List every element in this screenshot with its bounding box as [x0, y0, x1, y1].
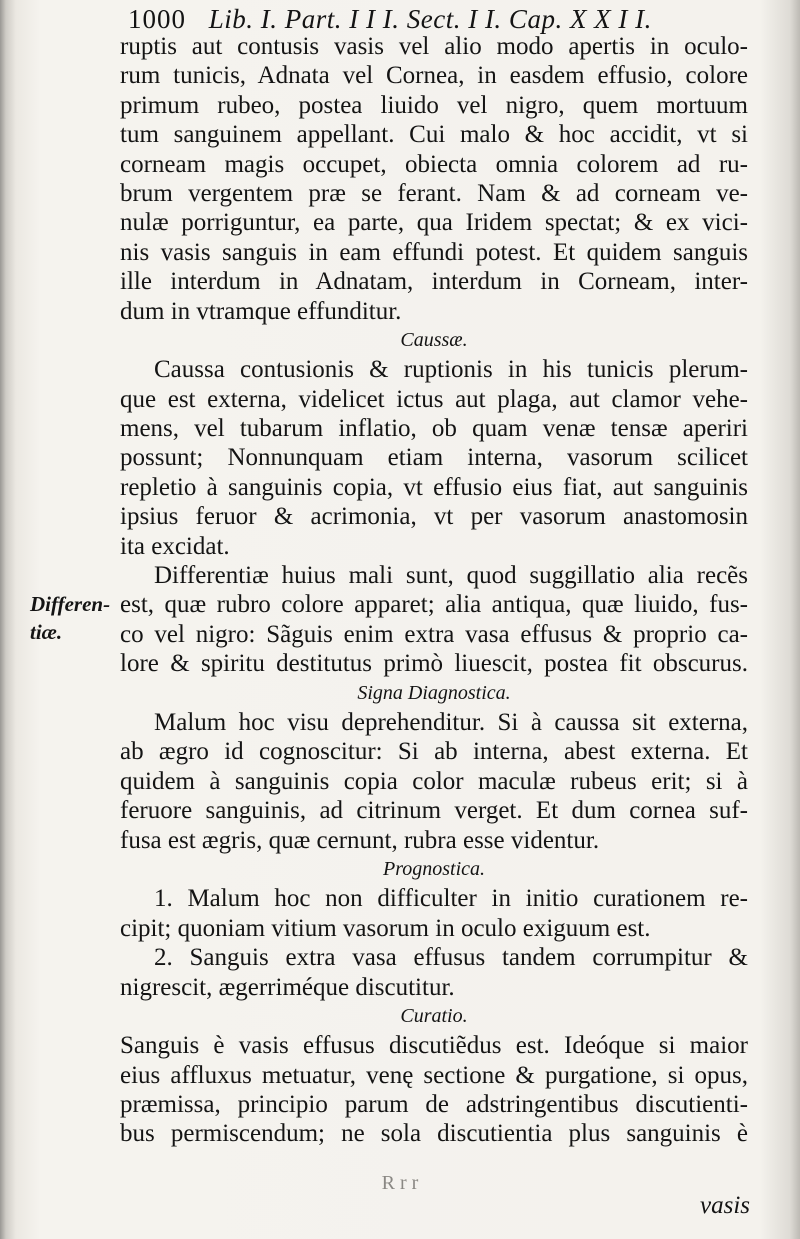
body-text — [120, 32, 748, 1149]
text-line: corneam magis occupet, obiecta omnia colorem ad ru- — [120, 150, 748, 178]
text-line: que est externa, videlicet ictus aut plaga, aut clamor vehe- — [120, 385, 748, 413]
text-line: Differentiæ huius mali sunt, quod suggillatio alia recẽs — [154, 562, 748, 590]
text-line: ipsius feruor & acrimonia, vt per vasorum anastomosin — [120, 503, 748, 531]
text-line: mens, vel tubarum inflatio, ob quam venæ tensæ aperiri — [120, 415, 748, 443]
text-line: ille interdum in Adnatam, interdum in Corneam, inter- — [120, 268, 748, 296]
section-heading-signa: Signa Diagnostica. — [357, 681, 511, 704]
margin-note-line: Differen- — [30, 592, 111, 616]
text-line: feruore sanguinis, ad citrinum verget. Et dum cornea suf- — [120, 797, 748, 825]
text-line: dum in vtramque effunditur. — [120, 297, 402, 325]
text-line: fusa est ægris, quæ cernunt, rubra esse videntur. — [120, 826, 600, 854]
text-line: nis vasis sanguis in eam effundi potest. Et quidem sanguis — [120, 238, 748, 266]
text-line: præmissa, principio parum de adstringentibus discutienti- — [120, 1091, 748, 1119]
text-line: bus permiscendum; ne sola discutientia plus sanguinis è — [120, 1120, 748, 1148]
text-line: nulæ porriguntur, ea parte, qua Iridem spectat; & ex vici- — [120, 209, 748, 237]
text-line: quidem à sanguinis copia color maculæ rubeus erit; si à — [120, 767, 748, 795]
margin-note-line: tiæ. — [30, 620, 63, 644]
text-line: co vel nigro: Sãguis enim extra vasa effusus & proprio ca- — [120, 620, 748, 648]
page-header — [128, 4, 728, 35]
catchword: vasis — [700, 1192, 750, 1219]
running-head: Lib. I. Part. I I I. Sect. I I. Cap. X X I I. — [208, 4, 652, 34]
text-line: ab ægro id cognoscitur: Si ab interna, abest externa. Et — [120, 738, 748, 766]
text-line: rum tunicis, Adnata vel Cornea, in easdem effusio, colore — [120, 62, 748, 90]
text-line: ruptis aut contusis vasis vel alio modo apertis in oculo- — [120, 33, 748, 60]
text-line: ita excidat. — [120, 532, 230, 560]
text-line: est, quæ rubro colore apparet; alia antiqua, quæ liuido, fus- — [120, 591, 748, 619]
text-line: 1. Malum hoc non difficulter in initio curationem re- — [154, 885, 748, 913]
text-line: nigrescit, ægerriméque discutitur. — [120, 973, 455, 1001]
text-line: eius affluxus metuatur, venę sectione & purgatione, si opus, — [120, 1061, 748, 1089]
section-heading-curatio: Curatio. — [400, 1004, 468, 1027]
text-line: primum rubeo, postea liuido vel nigro, quem mortuum — [120, 91, 748, 119]
text-line: cipit; quoniam vitium vasorum in oculo exiguum est. — [120, 914, 651, 942]
text-line: tum sanguinem appellant. Cui malo & hoc accidit, vt si — [120, 121, 748, 149]
text-line: lore & spiritu destitutus primò liuescit, postea fit obscurus. — [120, 650, 748, 678]
margin-note — [30, 590, 120, 646]
signature-mark: R r r — [381, 1172, 419, 1194]
text-line: Malum hoc visu deprehenditur. Si à caussa sit externa, — [154, 708, 748, 736]
page-number: 1000 — [128, 4, 186, 34]
text-line: repletio à sanguinis copia, vt effusio eius fiat, aut sanguinis — [120, 473, 748, 501]
section-heading-caussae: Caussæ. — [400, 328, 468, 351]
text-line: possunt; Nonnunquam etiam interna, vasorum scilicet — [120, 444, 748, 472]
text-line: Sanguis è vasis effusus discutiẽdus est. Ideóque si maior — [120, 1032, 748, 1060]
section-heading-prognostica: Prognostica. — [382, 857, 486, 880]
text-line: Caussa contusionis & ruptionis in his tunicis plerum- — [154, 356, 748, 384]
text-line: brum vergentem præ se ferant. Nam & ad corneam ve- — [120, 179, 748, 207]
text-line: 2. Sanguis extra vasa effusus tandem corrumpitur & — [154, 944, 748, 972]
